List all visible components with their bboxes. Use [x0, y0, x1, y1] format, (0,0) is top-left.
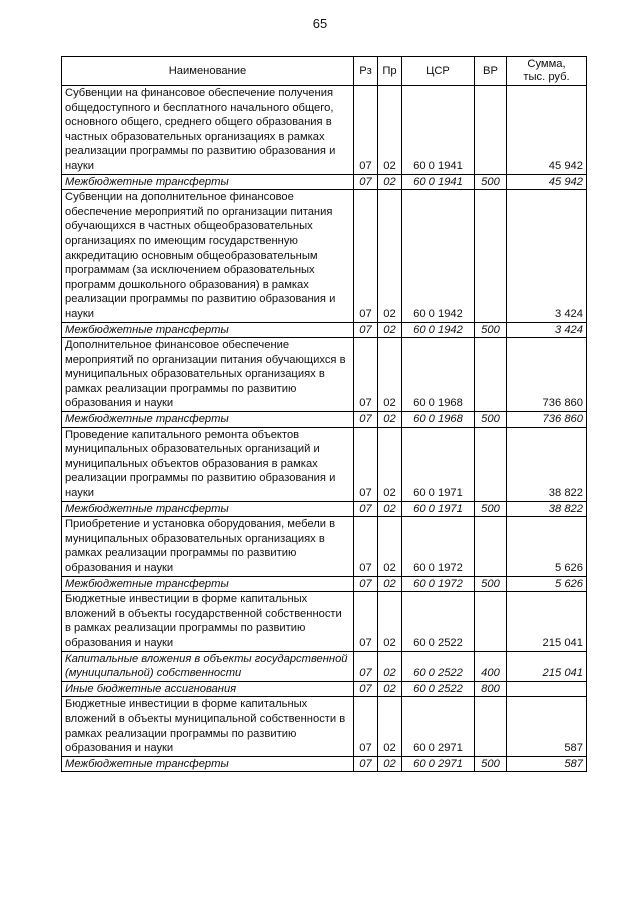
cell-vr: [475, 427, 507, 501]
cell-name: Межбюджетные трансферты: [62, 576, 354, 592]
cell-csr: 60 0 1942: [402, 190, 475, 322]
cell-sum: 3 424: [507, 190, 587, 322]
cell-vr: 500: [475, 756, 507, 772]
table-row: [62, 517, 587, 576]
cell-name: Субвенции на финансовое обеспечение получения общедоступного и бесплатного начального общего, основного общего, среднего общего образования в частных образовательных организациях в рамках реализации программы по развитию образования и науки: [62, 86, 354, 175]
cell-name: Межбюджетные трансферты: [62, 412, 354, 428]
header-sum: Сумма, тыс. руб.: [507, 57, 587, 86]
table-row: [62, 427, 587, 501]
cell-csr: 60 0 2522: [402, 681, 475, 697]
cell-rz: 07: [354, 576, 378, 592]
cell-vr: [475, 697, 507, 756]
cell-pr: 02: [378, 501, 402, 517]
cell-name: Межбюджетные трансферты: [62, 174, 354, 190]
cell-rz: 07: [354, 174, 378, 190]
table-header-row: [62, 57, 587, 86]
cell-sum: 3 424: [507, 322, 587, 338]
cell-pr: 02: [378, 338, 402, 412]
cell-sum: 587: [507, 756, 587, 772]
table-row: [62, 190, 587, 322]
cell-pr: 02: [378, 427, 402, 501]
table-subrow: [62, 174, 587, 190]
cell-rz: 07: [354, 756, 378, 772]
table-subrow: [62, 756, 587, 772]
cell-pr: 02: [378, 576, 402, 592]
cell-vr: [475, 190, 507, 322]
cell-sum: [507, 681, 587, 697]
cell-name: Проведение капитального ремонта объектов муниципальных образовательных организаций и муниципальных объектов образования в рамках реализации программы по развитию образования и науки: [62, 427, 354, 501]
cell-vr: [475, 86, 507, 175]
cell-sum: 587: [507, 697, 587, 756]
cell-csr: 60 0 1968: [402, 412, 475, 428]
cell-csr: 60 0 1971: [402, 427, 475, 501]
cell-rz: 07: [354, 338, 378, 412]
cell-vr: 500: [475, 412, 507, 428]
table-row: [62, 592, 587, 651]
table-row: [62, 697, 587, 756]
cell-csr: 60 0 2971: [402, 756, 475, 772]
cell-rz: 07: [354, 501, 378, 517]
cell-vr: 500: [475, 174, 507, 190]
cell-rz: 07: [354, 697, 378, 756]
cell-sum: 5 626: [507, 517, 587, 576]
cell-sum: 736 860: [507, 338, 587, 412]
cell-pr: 02: [378, 190, 402, 322]
cell-csr: 60 0 1942: [402, 322, 475, 338]
cell-pr: 02: [378, 681, 402, 697]
header-rz: Рз: [354, 57, 378, 86]
table-row: [62, 86, 587, 175]
cell-vr: [475, 338, 507, 412]
cell-csr: 60 0 1971: [402, 501, 475, 517]
header-vr: ВР: [475, 57, 507, 86]
header-pr: Пр: [378, 57, 402, 86]
cell-sum: 45 942: [507, 86, 587, 175]
cell-csr: 60 0 1972: [402, 576, 475, 592]
cell-vr: 500: [475, 576, 507, 592]
cell-sum: 5 626: [507, 576, 587, 592]
cell-rz: 07: [354, 681, 378, 697]
cell-sum: 736 860: [507, 412, 587, 428]
cell-csr: 60 0 1941: [402, 174, 475, 190]
cell-rz: 07: [354, 592, 378, 651]
cell-pr: 02: [378, 412, 402, 428]
table-subrow: [62, 651, 587, 681]
cell-sum: 215 041: [507, 592, 587, 651]
cell-csr: 60 0 2971: [402, 697, 475, 756]
cell-vr: [475, 517, 507, 576]
cell-name: Бюджетные инвестиции в форме капитальных вложений в объекты государственной собственности в рамках реализации программы по развитию образования и науки: [62, 592, 354, 651]
table-subrow: [62, 501, 587, 517]
table-subrow: [62, 576, 587, 592]
cell-rz: 07: [354, 190, 378, 322]
cell-name: Дополнительное финансовое обеспечение мероприятий по организации питания обучающихся в муниципальных образовательных организациях в рамках реализации программы по развитию образования и науки: [62, 338, 354, 412]
cell-vr: [475, 592, 507, 651]
table-subrow: [62, 412, 587, 428]
cell-rz: 07: [354, 427, 378, 501]
cell-pr: 02: [378, 756, 402, 772]
cell-name: Субвенции на дополнительное финансовое обеспечение мероприятий по организации питания обучающихся в частных общеобразовательных организациях по имеющим государственную аккредитацию основным общеобразовательным программам (за исключением образовательных программ дошкольного образования) в рамках реализации программы по развитию образования и науки: [62, 190, 354, 322]
table-subrow: [62, 322, 587, 338]
cell-pr: 02: [378, 174, 402, 190]
budget-table: [61, 56, 587, 772]
cell-pr: 02: [378, 86, 402, 175]
cell-sum: 38 822: [507, 427, 587, 501]
cell-vr: 400: [475, 651, 507, 681]
cell-pr: 02: [378, 322, 402, 338]
cell-name: Бюджетные инвестиции в форме капитальных вложений в объекты муниципальной собственности в рамках реализации программы по развитию образования и науки: [62, 697, 354, 756]
cell-pr: 02: [378, 517, 402, 576]
cell-sum: 45 942: [507, 174, 587, 190]
cell-csr: 60 0 2522: [402, 592, 475, 651]
cell-rz: 07: [354, 322, 378, 338]
cell-rz: 07: [354, 651, 378, 681]
header-name: Наименование: [62, 57, 354, 86]
cell-csr: 60 0 1972: [402, 517, 475, 576]
cell-sum: 38 822: [507, 501, 587, 517]
cell-csr: 60 0 1968: [402, 338, 475, 412]
cell-pr: 02: [378, 697, 402, 756]
cell-name: Межбюджетные трансферты: [62, 501, 354, 517]
cell-vr: 500: [475, 322, 507, 338]
page-number: 65: [312, 16, 328, 31]
cell-name: Межбюджетные трансферты: [62, 322, 354, 338]
cell-csr: 60 0 2522: [402, 651, 475, 681]
cell-rz: 07: [354, 517, 378, 576]
cell-csr: 60 0 1941: [402, 86, 475, 175]
cell-pr: 02: [378, 651, 402, 681]
table-row: [62, 338, 587, 412]
cell-rz: 07: [354, 86, 378, 175]
cell-pr: 02: [378, 592, 402, 651]
cell-vr: 500: [475, 501, 507, 517]
cell-name: Межбюджетные трансферты: [62, 756, 354, 772]
cell-name: Иные бюджетные ассигнования: [62, 681, 354, 697]
cell-sum: 215 041: [507, 651, 587, 681]
cell-vr: 800: [475, 681, 507, 697]
table-subrow: [62, 681, 587, 697]
cell-name: Капитальные вложения в объекты государственной (муниципальной) собственности: [62, 651, 354, 681]
cell-rz: 07: [354, 412, 378, 428]
header-csr: ЦСР: [402, 57, 475, 86]
cell-name: Приобретение и установка оборудования, мебели в муниципальных образовательных организациях в рамках реализации программы по развитию образования и науки: [62, 517, 354, 576]
